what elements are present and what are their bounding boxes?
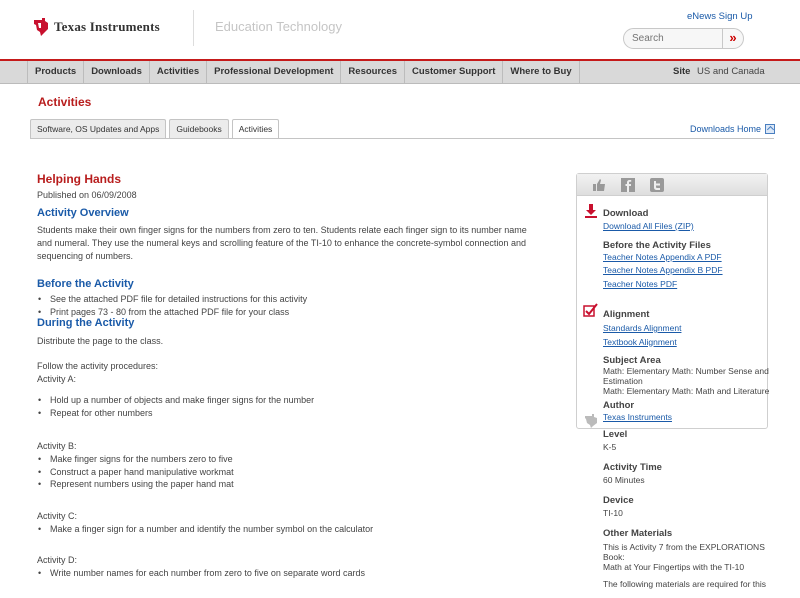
during-heading: During the Activity <box>37 317 135 329</box>
main-nav <box>0 59 800 84</box>
standards-alignment-link[interactable]: Standards Alignment <box>603 323 682 333</box>
follow-text: Follow the activity procedures: <box>37 361 159 371</box>
nav-item-professional-development[interactable]: Professional Development <box>207 61 341 83</box>
section-title: Education Technology <box>215 19 342 34</box>
subject-line: Estimation <box>603 376 643 386</box>
brand-name: Texas Instruments <box>54 19 160 34</box>
activity-b-label: Activity B: <box>37 441 77 451</box>
tab-activities[interactable]: Activities <box>232 119 280 139</box>
textbook-alignment-link[interactable]: Textbook Alignment <box>603 336 677 347</box>
activity-c-label: Activity C: <box>37 510 78 521</box>
time-heading: Activity Time <box>603 461 662 473</box>
home-icon <box>765 124 775 134</box>
materials-line: Math at Your Fingertips with the TI-10 <box>603 561 745 572</box>
downloads-home-link[interactable] <box>690 124 775 134</box>
author-heading: Author <box>603 400 635 411</box>
level-value: K-5 <box>603 441 617 452</box>
activity-d-label: Activity D: <box>37 555 78 565</box>
list-item: • Make finger signs for the numbers zero to five <box>37 453 527 466</box>
twitter-icon[interactable] <box>650 178 664 192</box>
list-item: • Repeat for other numbers <box>37 407 527 420</box>
during-intro: Distribute the page to the class. <box>37 336 164 346</box>
site-header <box>0 0 800 58</box>
ti-author-icon <box>584 413 598 429</box>
thumbs-up-icon[interactable] <box>592 178 606 192</box>
activity-d-list <box>37 567 527 580</box>
list-item: • See the attached PDF file for detailed instructions for this activity <box>37 293 527 306</box>
activity-a-list <box>37 394 527 419</box>
subject-line: Math: Elementary Math: Number Sense and <box>603 366 769 376</box>
search-button[interactable]: » <box>722 29 743 48</box>
tab-bar <box>30 119 282 139</box>
nav-item-customer-support[interactable]: Customer Support <box>405 61 503 83</box>
before-heading: Before the Activity <box>37 278 134 290</box>
activity-title: Helping Hands <box>37 172 122 186</box>
before-list <box>37 293 527 318</box>
download-all-link[interactable]: Download All Files (ZIP) <box>603 221 694 231</box>
share-bar <box>577 174 767 196</box>
ti-logo-icon <box>33 17 49 37</box>
activity-a-label: Activity A: <box>37 374 77 384</box>
checkbox-icon <box>583 303 598 318</box>
tab-divider <box>30 138 774 139</box>
site-selector[interactable]: US and Canada <box>697 66 765 77</box>
tab-guidebooks[interactable]: Guidebooks <box>169 119 228 138</box>
ti-logo[interactable] <box>33 17 160 37</box>
enews-signup-link[interactable]: eNews Sign Up <box>687 11 753 22</box>
list-item: • Represent numbers using the paper hand mat <box>37 478 527 491</box>
list-item: • Write number names for each number from zero to five on separate word cards <box>37 567 527 580</box>
subject-heading: Subject Area <box>603 355 661 366</box>
nav-item-products[interactable]: Products <box>27 61 84 83</box>
tab-software-os-updates[interactable]: Software, OS Updates and Apps <box>30 119 166 138</box>
activity-content <box>37 172 527 580</box>
materials-line: This is Activity 7 from the EXPLORATIONS <box>603 541 765 552</box>
search-input[interactable] <box>632 29 732 48</box>
site-label: Site <box>673 66 691 77</box>
overview-text: Students make their own finger signs for the numbers from zero to ten. Students relate each finger sign to its number name and numeral. They use the numeral keys and scrolling feature of the TI-10 to enhance the concrete-symbol connection and sequencing of numbers. <box>37 225 527 261</box>
time-value: 60 Minutes <box>603 474 645 485</box>
before-files-heading: Before the Activity Files <box>603 239 711 251</box>
device-heading: Device <box>603 494 634 506</box>
nav-item-downloads[interactable]: Downloads <box>84 61 150 83</box>
nav-item-activities[interactable]: Activities <box>150 61 207 83</box>
teacher-notes-b-link[interactable]: Teacher Notes Appendix B PDF <box>603 265 723 275</box>
activity-c-list <box>37 523 527 536</box>
list-item: • Hold up a number of objects and make finger signs for the number <box>37 394 527 407</box>
materials-more: The following materials are required for this <box>603 578 766 589</box>
activity-b-list <box>37 453 527 491</box>
published-date: Published on 06/09/2008 <box>37 190 137 200</box>
page-title: Activities <box>38 95 92 109</box>
teacher-notes-a-link[interactable]: Teacher Notes Appendix A PDF <box>603 251 722 262</box>
subject-line: Math: Elementary Math: Math and Literature <box>603 386 770 396</box>
sidebar-content <box>603 202 773 589</box>
nav-item-where-to-buy[interactable]: Where to Buy <box>503 61 579 83</box>
materials-line: Book: <box>603 551 625 562</box>
facebook-icon[interactable] <box>621 178 635 192</box>
device-value: TI-10 <box>603 507 623 518</box>
header-divider <box>193 10 194 46</box>
list-item: • Construct a paper hand manipulative workmat <box>37 466 527 479</box>
download-heading: Download <box>603 208 649 219</box>
download-icon <box>584 204 598 218</box>
alignment-heading: Alignment <box>603 309 650 320</box>
downloads-home-label: Downloads Home <box>690 124 762 134</box>
list-item: • Print pages 73 - 80 from the attached PDF file for your class <box>37 306 527 319</box>
list-item: • Make a finger sign for a number and identify the number symbol on the calculator <box>37 523 527 536</box>
author-link[interactable]: Texas Instruments <box>603 412 672 422</box>
teacher-notes-link[interactable]: Teacher Notes PDF <box>603 278 678 289</box>
level-heading: Level <box>603 428 628 440</box>
nav-item-resources[interactable]: Resources <box>341 61 405 83</box>
materials-heading: Other Materials <box>603 527 673 539</box>
search-box <box>623 28 744 49</box>
overview-heading: Activity Overview <box>37 207 129 219</box>
